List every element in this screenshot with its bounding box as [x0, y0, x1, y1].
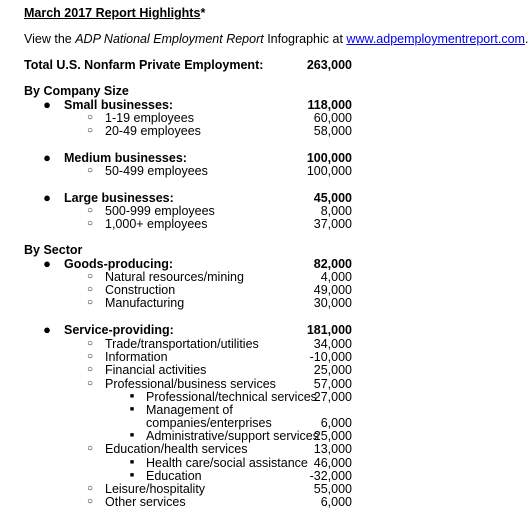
circle-bullet-icon: ○ — [86, 205, 94, 216]
list-item-label: 1-19 employees — [105, 111, 194, 125]
list-item-label: Construction — [105, 283, 176, 297]
large-businesses-value: 45,000 — [313, 191, 352, 205]
list-item-value: 37,000 — [313, 217, 352, 231]
list-item-value: 4,000 — [320, 270, 352, 284]
circle-bullet-icon: ○ — [86, 297, 94, 308]
square-bullet-icon: ■ — [129, 472, 135, 479]
list-item-value: 6,000 — [320, 495, 352, 509]
circle-bullet-icon: ○ — [86, 364, 94, 375]
list-item-label: Health care/social assistance — [146, 456, 308, 470]
page-title: March 2017 Report Highlights* — [24, 6, 206, 20]
bullet-icon: ● — [43, 97, 51, 112]
list-item-value: 8,000 — [320, 204, 352, 218]
square-bullet-icon: ■ — [129, 393, 135, 400]
list-item-value: 25,000 — [313, 429, 352, 443]
list-item-label: Administrative/support services — [146, 429, 319, 443]
circle-bullet-icon: ○ — [86, 125, 94, 136]
circle-bullet-icon: ○ — [86, 165, 94, 176]
list-item-value: 25,000 — [313, 363, 352, 377]
bullet-icon: ● — [43, 150, 51, 165]
service-providing-value: 181,000 — [306, 323, 352, 337]
square-bullet-icon: ■ — [129, 459, 135, 466]
list-item-label: Trade/transportation/utilities — [105, 337, 259, 351]
large-businesses-label: Large businesses: — [64, 191, 174, 205]
small-businesses-value: 118,000 — [307, 98, 352, 112]
intro-text: View the ADP National Employment Report Infographic at www.adpemploymentreport.com — [24, 32, 525, 46]
list-item-label: Education — [146, 469, 202, 483]
circle-bullet-icon: ○ — [86, 338, 94, 349]
list-item-value: 49,000 — [313, 283, 352, 297]
list-item-value: -10,000 — [309, 350, 352, 364]
list-item-value: 58,000 — [313, 124, 352, 138]
list-item-label: Information — [105, 350, 168, 364]
circle-bullet-icon: ○ — [86, 284, 94, 295]
total-value: 263,000 — [306, 58, 352, 72]
list-item-value: 6,000 — [320, 416, 352, 430]
company-size-heading: By Company Size — [24, 84, 129, 98]
medium-businesses-value: 100,000 — [306, 151, 352, 165]
circle-bullet-icon: ○ — [86, 218, 94, 229]
list-item-value: 60,000 — [313, 111, 352, 125]
list-item-label: Professional/technical services — [146, 390, 317, 404]
sector-heading: By Sector — [24, 243, 83, 257]
list-item-label: Education/health services — [105, 442, 248, 456]
list-item-label: Natural resources/mining — [105, 270, 244, 284]
circle-bullet-icon: ○ — [86, 271, 94, 282]
list-item-value: 46,000 — [313, 456, 352, 470]
service-providing-label: Service-providing: — [64, 323, 174, 337]
list-item-value: -32,000 — [309, 469, 352, 483]
circle-bullet-icon: ○ — [86, 483, 94, 494]
list-item-label: Other services — [105, 495, 186, 509]
list-item-value: 30,000 — [313, 296, 352, 310]
bullet-icon: ● — [43, 256, 51, 271]
list-item-label: companies/enterprises — [146, 416, 272, 430]
list-item-label: Financial activities — [105, 363, 207, 377]
goods-producing-value: 82,000 — [313, 257, 352, 271]
list-item-value: 57,000 — [313, 377, 352, 391]
square-bullet-icon: ■ — [129, 432, 135, 439]
report-link[interactable]: www.adpemploymentreport.com — [346, 32, 525, 46]
list-item-label: Management of — [146, 403, 233, 417]
goods-producing-label: Goods-producing: — [64, 257, 174, 271]
circle-bullet-icon: ○ — [86, 112, 94, 123]
circle-bullet-icon: ○ — [86, 496, 94, 507]
list-item-value: 34,000 — [313, 337, 352, 351]
list-item-label: Manufacturing — [105, 296, 185, 310]
list-item-value: 13,000 — [313, 442, 352, 456]
list-item-value: 27,000 — [313, 390, 352, 404]
small-businesses-label: Small businesses: — [64, 98, 174, 112]
bullet-icon: ● — [43, 322, 51, 337]
circle-bullet-icon: ○ — [86, 351, 94, 362]
bullet-icon: ● — [43, 190, 51, 205]
circle-bullet-icon: ○ — [86, 378, 94, 389]
square-bullet-icon: ■ — [129, 406, 135, 413]
list-item-label: Professional/business services — [105, 377, 276, 391]
list-item-value: 55,000 — [313, 482, 352, 496]
list-item-label: 1,000+ employees — [105, 217, 208, 231]
list-item-value: 100,000 — [306, 164, 352, 178]
list-item-label: 20-49 employees — [105, 124, 201, 138]
circle-bullet-icon: ○ — [86, 443, 94, 454]
list-item-label: Leisure/hospitality — [105, 482, 206, 496]
list-item-label: 500-999 employees — [105, 204, 215, 218]
list-item-label: 50-499 employees — [105, 164, 208, 178]
total-label: Total U.S. Nonfarm Private Employment: — [24, 58, 264, 72]
medium-businesses-label: Medium businesses: — [64, 151, 187, 165]
